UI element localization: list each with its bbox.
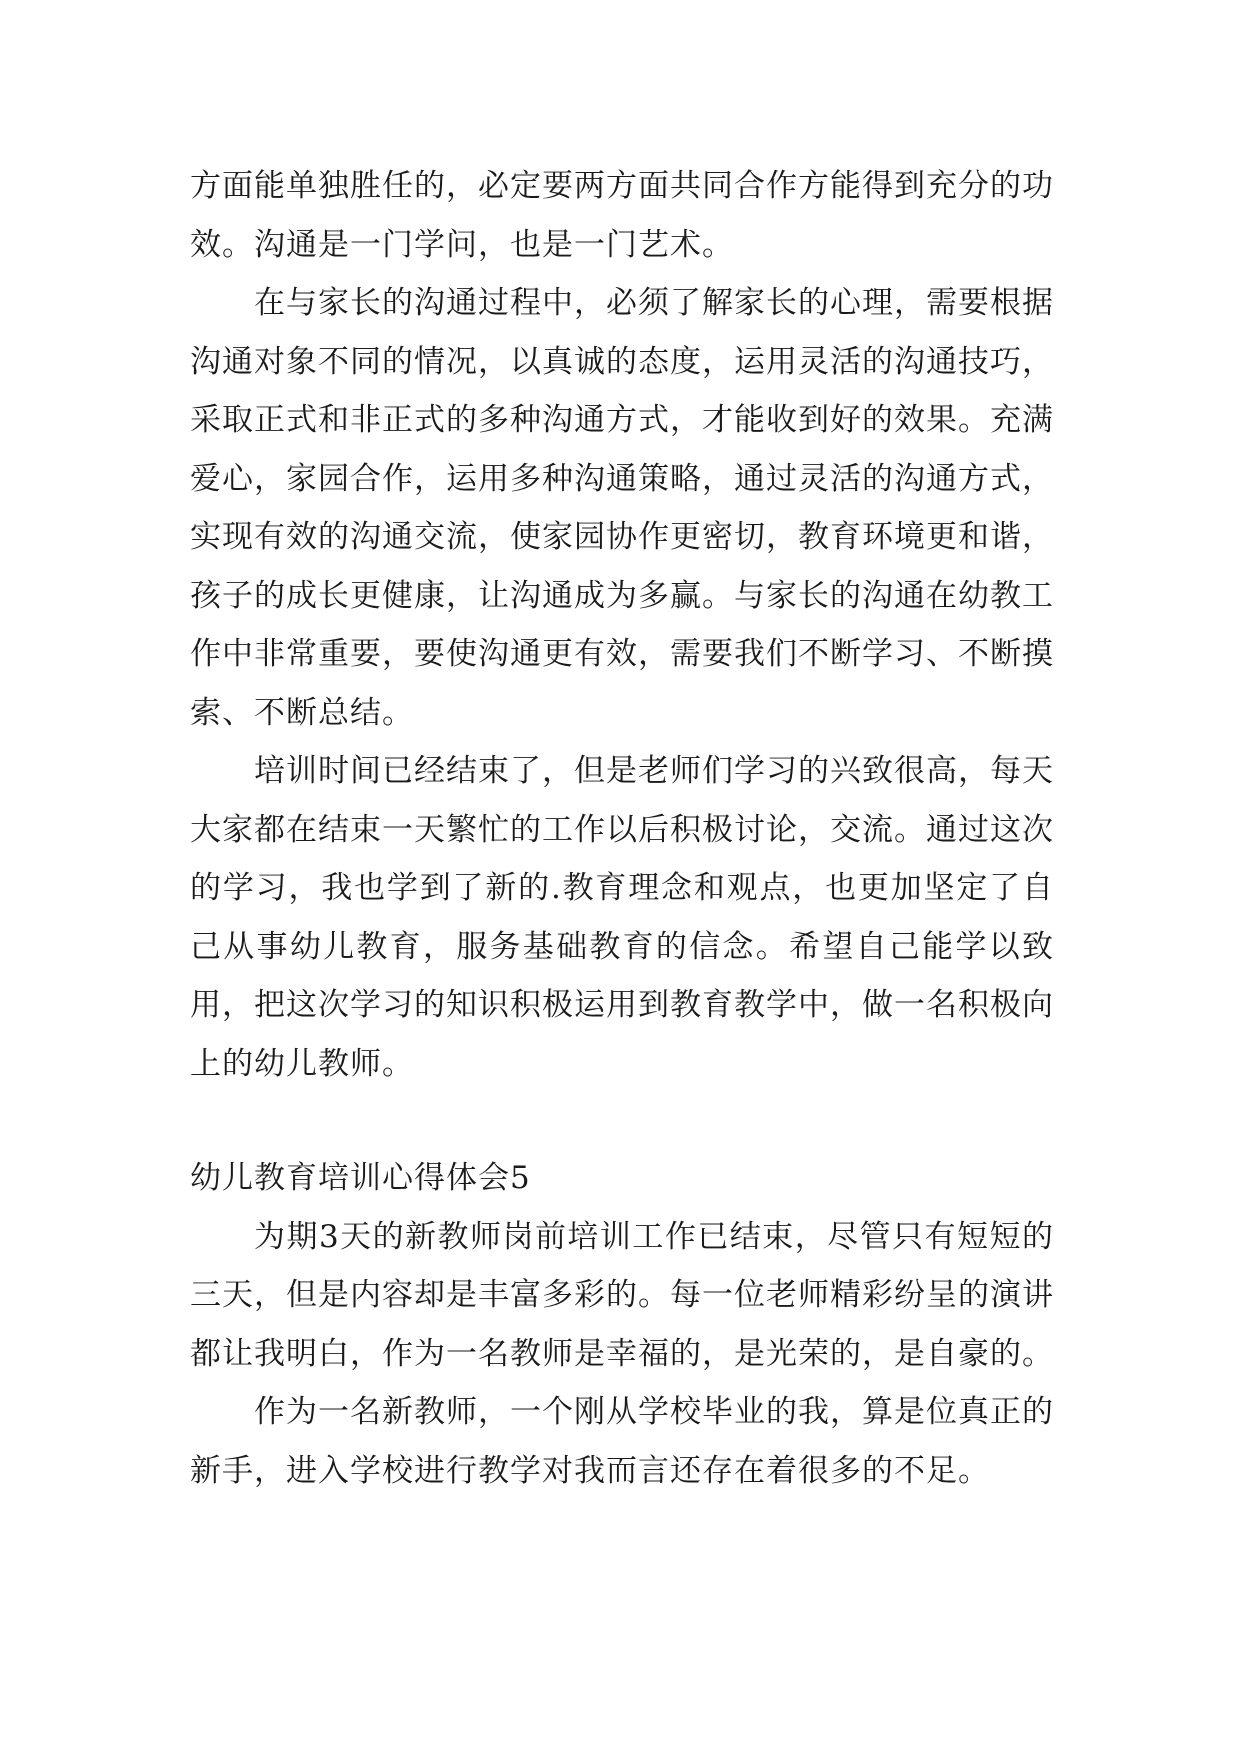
section-heading: 幼儿教育培训心得体会5: [190, 1160, 531, 1196]
paragraph-3: 培训时间已经结束了，但是老师们学习的兴致很高，每天大家都在结束一天繁忙的工作以后积极讨论，交流。通过这次的学习，我也学到了新的.教育理念和观点，也更加坚定了自己从事幼儿教育，服务基础教育的信念。希望自己能学以致用，把这次学习的知识积极运用到教育教学中，做一名积极向上的幼儿教师。: [190, 753, 1054, 1082]
paragraph-1: 方面能单独胜任的，必定要两方面共同合作方能得到充分的功效。沟通是一门学问，也是一门艺术。: [190, 168, 1054, 263]
paragraph-5: 作为一名新教师，一个刚从学校毕业的我，算是位真正的新手，进入学校进行教学对我而言还存在着很多的不足。: [190, 1394, 1054, 1489]
document-body: [190, 157, 1054, 1500]
paragraph-2: 在与家长的沟通过程中，必须了解家长的心理，需要根据沟通对象不同的情况，以真诚的态度，运用灵活的沟通技巧，采取正式和非正式的多种沟通方式，才能收到好的效果。充满爱心，家园合作，运用多种沟通策略，通过灵活的沟通方式，实现有效的沟通交流，使家园协作更密切，教育环境更和谐，孩子的成长更健康，让沟通成为多赢。与家长的沟通在幼教工作中非常重要，要使沟通更有效，需要我们不断学习、不断摸索、不断总结。: [190, 285, 1054, 731]
paragraph-4: 为期3天的新教师岗前培训工作已结束，尽管只有短短的三天，但是内容却是丰富多彩的。每一位老师精彩纷呈的演讲都让我明白，作为一名教师是幸福的，是光荣的，是自豪的。: [190, 1218, 1054, 1372]
